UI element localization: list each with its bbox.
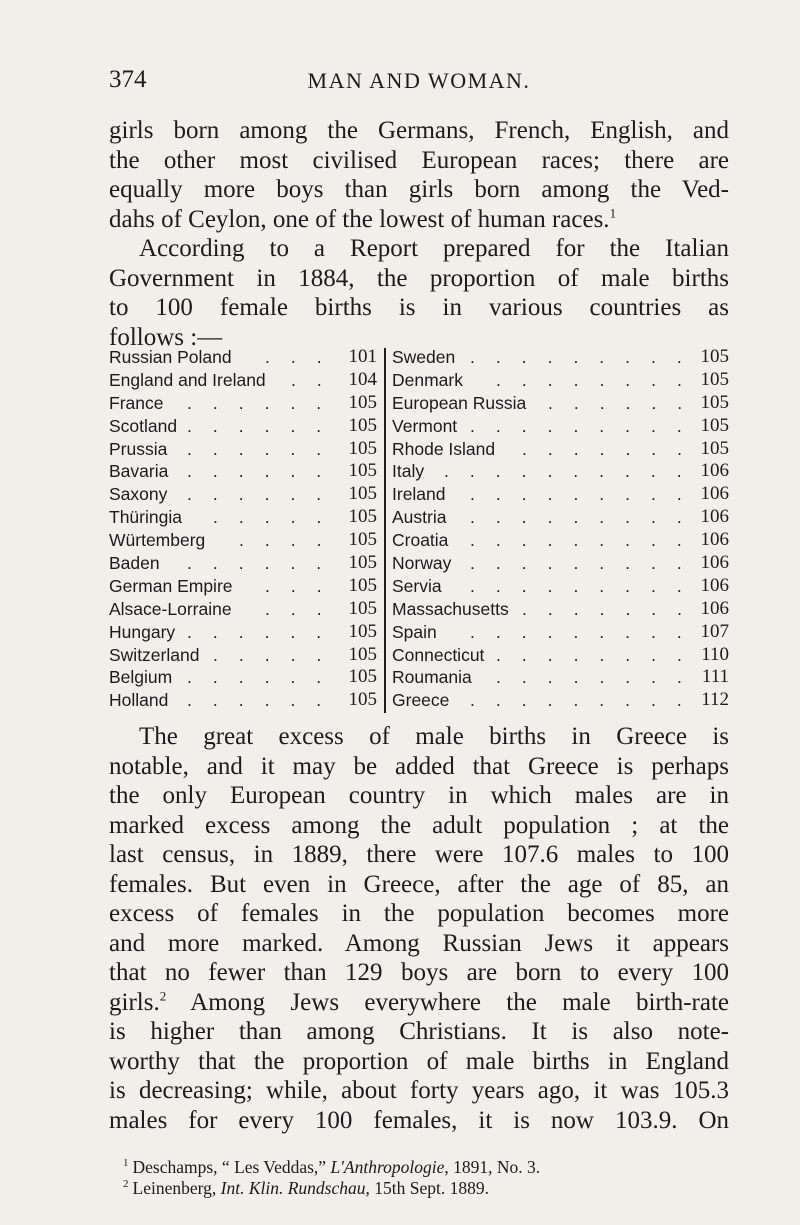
country-name: Belgium [109,667,173,688]
ratio-value: 106 [700,460,729,482]
text-line: follows :— [109,323,223,351]
page-number: 374 [109,66,147,93]
text-line: last census, in 1889, there were 107.6 males to 100 [109,841,729,868]
country-name: Sweden [392,347,456,367]
country-name: Massachusetts [392,598,509,619]
table-row [109,460,377,483]
country-name: Baden [109,553,160,574]
leader-dots: ...... [187,667,343,688]
text-line: excess of females in the population becomes more [109,900,729,927]
leader-dots: ....... [522,438,704,459]
table-row [109,506,377,529]
text-line: The great excess of male births in Greece is [139,723,729,750]
table-row [392,598,729,621]
ratio-value: 105 [700,346,729,367]
footnote-ref: 1 [609,205,617,221]
table-row [392,621,729,644]
page-header [109,66,729,100]
text-line: the only European country in which males are in [109,782,729,809]
country-name: Saxony [109,484,168,505]
table-row [109,346,377,369]
table-row [109,666,377,689]
ratio-value: 105 [348,597,377,619]
paragraph-greece [109,722,729,1135]
leader-dots: ...... [187,553,343,574]
leader-dots: ......... [470,347,703,367]
table-row [392,575,729,598]
leader-dots: .... [239,530,343,551]
table-row [392,415,729,438]
ratio-value: 106 [700,506,729,528]
paragraph-intro [109,116,729,234]
table-row [392,369,729,392]
table-row [109,552,377,575]
text-line: to 100 female births is in various countries as [109,294,729,321]
table-row [109,483,377,506]
leader-dots: ...... [187,621,343,642]
ratio-value: 105 [348,620,377,642]
leader-dots: ...... [187,461,343,482]
ratio-value: 107 [700,620,729,642]
table-row [109,598,377,621]
leader-dots: ...... [548,392,704,413]
footnote: $^1$ Deschamps, “ Les Veddas,” L'Anthropologie, 1891, No. 3. [123,1157,541,1177]
ratio-value: 105 [348,460,377,482]
leader-dots: ......... [470,484,703,505]
leader-dots: ....... [522,598,704,619]
table-row [109,644,377,667]
text-line: Government in 1884, the proportion of male births [109,264,729,292]
table-row [109,415,377,438]
country-name: Rhode Island [392,438,496,459]
country-name: Vermont [392,415,458,436]
country-name: Prussia [109,438,168,459]
leader-dots: ...... [187,438,343,459]
text-line: is decreasing; while, about forty years ago, it was 105.3 [109,1077,729,1104]
table-row [392,392,729,415]
text-line: equally more boys than girls born among the Ved- [109,176,729,203]
ratio-value: 105 [348,529,377,551]
column-divider [384,348,386,713]
country-name: Holland [109,690,169,711]
running-head: MAN AND WOMAN. [307,68,531,93]
leader-dots: ... [265,598,343,619]
leader-dots: ......... [470,575,703,596]
text-line: girls born among the Germans, French, English, and [109,117,729,144]
leader-dots: ......... [470,415,703,436]
country-name: Scotland [109,415,178,436]
table-row [109,689,377,712]
country-name: Würtemberg [109,530,206,551]
paragraph-report [109,234,729,352]
ratio-value: 106 [700,597,729,619]
ratio-value: 105 [348,574,377,596]
country-name: Hungary [109,621,176,642]
ratio-value: 105 [348,414,377,436]
leader-dots: ........ [496,369,703,390]
ratio-value: 105 [348,437,377,459]
country-name: Spain [392,621,437,642]
ratio-value: 105 [348,552,377,574]
leader-dots: ..... [213,644,343,665]
text-line: dahs of Ceylon, one of the lowest of human races.$^1$ [109,205,617,233]
leader-dots: ......... [470,553,703,574]
leader-dots: ...... [187,392,343,413]
table-row [392,483,729,506]
country-name: Norway [392,553,452,574]
country-name: England and Ireland [109,369,266,390]
table-row [392,506,729,529]
leader-dots: ...... [187,690,343,711]
leader-dots: .......... [444,461,703,482]
ratio-value: 104 [348,368,377,390]
leader-dots: ...... [187,415,343,436]
text-line: is higher than among Christians. It is also note- [109,1018,729,1045]
ratio-value: 105 [348,506,377,528]
ratio-value: 101 [348,346,377,367]
table-row [392,689,729,712]
table-row [109,369,377,392]
ratio-value: 105 [348,483,377,505]
ratio-value: 105 [348,689,377,711]
text-line: girls.$^2$ Among Jews everywhere the male birth-rate [109,988,729,1016]
text-line: males for every 100 females, it is now 103.9. On [109,1106,729,1134]
table-row [109,621,377,644]
leader-dots: ........ [496,667,703,688]
country-name: Austria [392,507,447,528]
table-row [392,529,729,552]
leader-dots: ......... [470,621,703,642]
leader-dots: ........ [496,644,703,665]
leader-dots: ......... [470,507,703,528]
leader-dots: ..... [213,507,343,528]
table-row [392,552,729,575]
table-row [109,438,377,461]
footnote-ref: 2 [159,988,167,1004]
text-line: worthy that the proportion of male births in England [109,1047,729,1075]
country-name: Italy [392,461,425,482]
country-name: Russian Poland [109,347,232,367]
ratio-value: 105 [700,414,729,436]
table-row [392,346,729,369]
ratio-value: 105 [348,643,377,665]
ratio-value: 112 [701,689,729,711]
text-line: marked excess among the adult population ; at the [109,811,729,839]
ratio-value: 106 [700,552,729,574]
ratio-value: 106 [700,529,729,551]
table-row [109,575,377,598]
table-row [392,644,729,667]
ratio-value: 105 [348,391,377,413]
footnotes [109,1157,729,1199]
country-name: Switzerland [109,644,200,665]
country-name: Roumania [392,667,472,688]
leader-dots: ......... [470,530,703,551]
leader-dots: .. [291,369,343,390]
text-line: According to a Report prepared for the Italian [139,235,729,262]
ratio-value: 106 [700,483,729,505]
ratio-value: 106 [700,574,729,596]
leader-dots: ...... [187,484,343,505]
country-name: France [109,392,164,413]
text-line: the other most civilised European races; there are [109,146,729,174]
table-column-left [109,346,377,712]
ratio-value: 105 [700,368,729,390]
ratio-value: 105 [700,437,729,459]
table-row [392,438,729,461]
country-name: Bavaria [109,461,169,482]
country-name: Alsace-Lorraine [109,598,232,619]
ratio-value: 105 [348,666,377,688]
table-row [109,529,377,552]
country-name: Denmark [392,369,463,390]
leader-dots: ... [265,347,343,367]
country-name: Thüringia [109,507,182,528]
country-name: European Russia [392,392,527,413]
country-name: Croatia [392,530,449,551]
ratio-value: 111 [701,666,729,688]
country-name: Connecticut [392,644,485,665]
leader-dots: ......... [470,690,703,711]
table-row [392,460,729,483]
table-row [392,666,729,689]
ratio-value: 110 [701,643,729,665]
text-line: notable, and it may be added that Greece is perhaps [109,752,729,780]
table-row [109,392,377,415]
leader-dots: ... [265,575,343,596]
country-name: Greece [392,690,450,711]
ratio-value: 105 [700,391,729,413]
table-column-right [392,346,729,712]
footnote: $^2$ Leinenberg, Int. Klin. Rundschau, 15th Sept. 1889. [123,1178,489,1198]
country-name: Ireland [392,484,446,505]
text-line: females. But even in Greece, after the age of 85, an [109,870,729,898]
country-name: German Empire [109,575,233,596]
country-name: Servia [392,575,442,596]
text-line: and more marked. Among Russian Jews it appears [109,929,729,957]
text-line: that no fewer than 129 boys are born to every 100 [109,959,729,986]
